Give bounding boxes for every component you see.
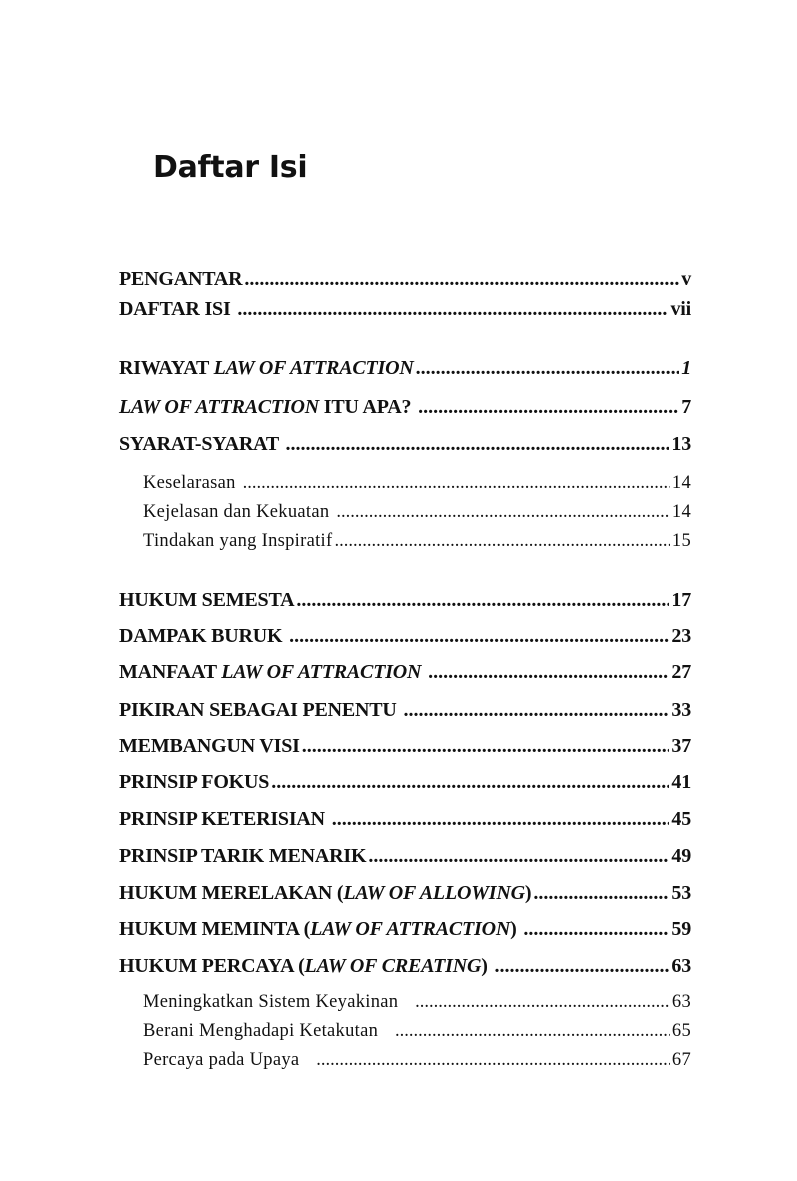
toc-title-part: MANFAAT — [119, 661, 222, 683]
toc-entry-title — [119, 657, 426, 687]
toc-title-part: PRINSIP KETERISIAN — [119, 808, 330, 830]
toc-title-part: Meningkatkan Sistem Keyakinan — [143, 992, 414, 1012]
toc-entry[interactable] — [119, 695, 691, 725]
page-number: 14 — [671, 502, 691, 522]
page-number: 67 — [671, 1050, 691, 1070]
dot-leader — [243, 468, 670, 498]
toc-title-italic-part: LAW OF ALLOWING — [343, 882, 525, 904]
dot-leader — [368, 841, 669, 871]
page-title: Daftar Isi — [153, 150, 308, 185]
toc-subentry[interactable] — [143, 1045, 691, 1075]
toc-subentry[interactable] — [143, 987, 691, 1017]
toc-entry-title — [143, 1016, 393, 1046]
toc-title-part: Berani Menghadapi Ketakutan — [143, 1021, 393, 1041]
toc-entry[interactable] — [119, 294, 691, 324]
toc-entry[interactable] — [119, 914, 691, 944]
toc-title-italic-part: LAW OF CREATING — [304, 955, 482, 977]
toc-entry[interactable] — [119, 731, 691, 761]
page-number: 1 — [681, 357, 691, 379]
dot-leader — [533, 878, 669, 908]
toc-entry-title — [119, 804, 330, 834]
dot-leader — [286, 429, 670, 459]
toc-entry-title — [119, 731, 300, 761]
toc-title-italic-part: LAW OF ATTRACTION — [213, 357, 414, 379]
toc-entry[interactable] — [119, 657, 691, 687]
page-number: v — [681, 268, 691, 290]
dot-leader — [302, 731, 670, 761]
toc-title-part: HUKUM MERELAKAN ( — [119, 882, 344, 904]
toc-entry-title — [119, 353, 414, 383]
dot-leader — [418, 392, 679, 422]
page-number: 59 — [671, 918, 691, 940]
toc-entry[interactable] — [119, 841, 691, 871]
toc-entry[interactable] — [119, 429, 691, 459]
toc-subentry[interactable] — [143, 1016, 691, 1046]
toc-title-part: DAMPAK BURUK — [119, 625, 288, 647]
toc-title-part: DAFTAR ISI — [119, 298, 236, 320]
toc-title-part: HUKUM MEMINTA ( — [119, 918, 311, 940]
dot-leader — [244, 264, 679, 294]
dot-leader — [316, 1045, 670, 1075]
toc-entry-title — [119, 841, 366, 871]
toc-title-part: Percaya pada Upaya — [143, 1050, 315, 1070]
toc-entry[interactable] — [119, 767, 691, 797]
dot-leader — [334, 526, 669, 556]
dot-leader — [523, 914, 669, 944]
dot-leader — [289, 621, 669, 651]
toc-entry-title — [119, 695, 401, 725]
toc-entry-title — [119, 585, 294, 615]
dot-leader — [271, 767, 669, 797]
toc-title-part: ) — [481, 955, 493, 977]
toc-subentry[interactable] — [143, 468, 691, 498]
toc-title-part: HUKUM PERCAYA ( — [119, 955, 305, 977]
toc-entry[interactable] — [119, 951, 691, 981]
toc-entry-title — [119, 294, 235, 324]
toc-entry-title — [143, 497, 334, 527]
toc-entry-title — [119, 951, 493, 981]
toc-subentry[interactable] — [143, 526, 691, 556]
dot-leader — [428, 657, 669, 687]
page-number: 37 — [671, 735, 691, 757]
toc-title-part: RIWAYAT — [119, 357, 214, 379]
toc-title-italic-part: LAW OF ATTRACTION — [221, 661, 422, 683]
toc-entry-title — [119, 878, 531, 908]
toc-title-part: ) — [510, 918, 522, 940]
toc-title-part: ) — [524, 882, 532, 904]
page-number: 27 — [671, 661, 691, 683]
toc-title-part: PRINSIP FOKUS — [119, 771, 270, 793]
page-number: 13 — [671, 433, 691, 455]
toc-entry[interactable] — [119, 264, 691, 294]
page-number: 23 — [671, 625, 691, 647]
dot-leader — [332, 804, 670, 834]
toc-entry-title — [143, 1045, 314, 1075]
page-number: 14 — [671, 473, 691, 493]
page-number: 15 — [671, 531, 691, 551]
toc-subentry[interactable] — [143, 497, 691, 527]
dot-leader — [416, 353, 680, 383]
toc-title-part: MEMBANGUN VISI — [119, 735, 300, 757]
toc-entry-title — [119, 767, 269, 797]
toc-title-part: PIKIRAN SEBAGAI PENENTU — [119, 699, 402, 721]
toc-title-part: ITU APA? — [319, 396, 417, 418]
dot-leader — [415, 987, 670, 1017]
toc-title-part — [421, 661, 426, 683]
dot-leader — [395, 1016, 670, 1046]
toc-entry-title — [119, 914, 521, 944]
toc-entry[interactable] — [119, 621, 691, 651]
toc-entry[interactable] — [119, 353, 691, 383]
toc-title-part: Tindakan yang Inspiratif — [143, 531, 333, 551]
toc-entry-title — [143, 468, 241, 498]
page-number: 63 — [671, 955, 691, 977]
toc-entry[interactable] — [119, 585, 691, 615]
toc-title-part: Kejelasan dan Kekuatan — [143, 502, 335, 522]
dot-leader — [403, 695, 669, 725]
toc-entry-title — [119, 621, 287, 651]
page-number: 65 — [671, 1021, 691, 1041]
toc-entry-title — [119, 392, 416, 422]
dot-leader — [495, 951, 670, 981]
page-number: 7 — [681, 396, 691, 418]
page-number: 49 — [671, 845, 691, 867]
page-number: 63 — [671, 992, 691, 1012]
toc-entry[interactable] — [119, 392, 691, 422]
toc-title-part: HUKUM SEMESTA — [119, 589, 295, 611]
toc-title-italic-part: LAW OF ATTRACTION — [310, 918, 511, 940]
page-number: 53 — [671, 882, 691, 904]
page-number: vii — [670, 298, 691, 320]
dot-leader — [336, 497, 670, 527]
toc-title-part: PENGANTAR — [119, 268, 243, 290]
toc-title-part: PRINSIP TARIK MENARIK — [119, 845, 367, 867]
dot-leader — [237, 294, 668, 324]
toc-title-italic-part: LAW OF ATTRACTION — [119, 396, 319, 418]
toc-title-part: SYARAT-SYARAT — [119, 433, 284, 455]
toc-title-part: Keselarasan — [143, 473, 241, 493]
toc-entry[interactable] — [119, 804, 691, 834]
toc-entry-title — [119, 264, 242, 294]
page-number: 41 — [671, 771, 691, 793]
page-number: 17 — [671, 589, 691, 611]
page-number: 45 — [671, 808, 691, 830]
toc-entry-title — [119, 429, 284, 459]
toc-entry-title — [143, 526, 332, 556]
toc-entry-title — [143, 987, 413, 1017]
dot-leader — [296, 585, 669, 615]
page-number: 33 — [671, 699, 691, 721]
toc-entry[interactable] — [119, 878, 691, 908]
